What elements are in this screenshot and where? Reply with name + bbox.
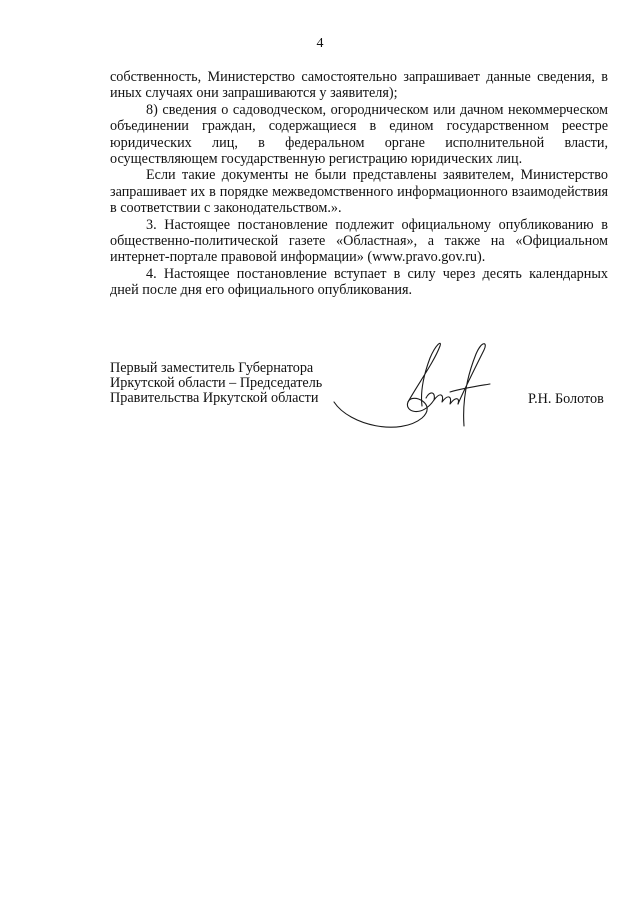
paragraph-effective-date: 4. Настоящее постановление вступает в силу через десять календарных дней после дня его официального опубликования. (110, 265, 608, 299)
paragraph-publication: 3. Настоящее постановление подлежит официальному опубликованию в общественно-политической газете «Областная», а также на «Официальном интернет-портале правовой информации» (www.pravo.gov.ru). (110, 216, 608, 266)
paragraph-continuation: собственность, Министерство самостоятельно запрашивает данные сведения, в иных случаях они запрашиваются у заявителя); (110, 69, 608, 102)
signatory-name: Р.Н. Болотов (528, 391, 604, 407)
signatory-title-line: Первый заместитель Губернатора (110, 360, 314, 376)
paragraph-item-8: 8) сведения о садоводческом, огородническом или дачном некоммерческом объединении граждан, содержащиеся в едином государственном реестре юридических лиц, в федеральном органе исполнительной власти, осуществляющем государственную регистрацию юридических лиц. (110, 101, 608, 168)
page-number: 4 (316, 36, 324, 51)
handwritten-signature (330, 340, 500, 430)
signatory-title-line: Правительства Иркутской области (110, 390, 319, 407)
signatory-title (110, 361, 322, 407)
document-body (110, 69, 608, 299)
paragraph-documents-request: Если такие документы не были представлены заявителем, Министерство запрашивает их в порядке межведомственного информационного взаимодействия в соответствии с законодательством.». (110, 167, 608, 217)
signatory-title-line: Иркутской области – Председатель (110, 375, 323, 392)
